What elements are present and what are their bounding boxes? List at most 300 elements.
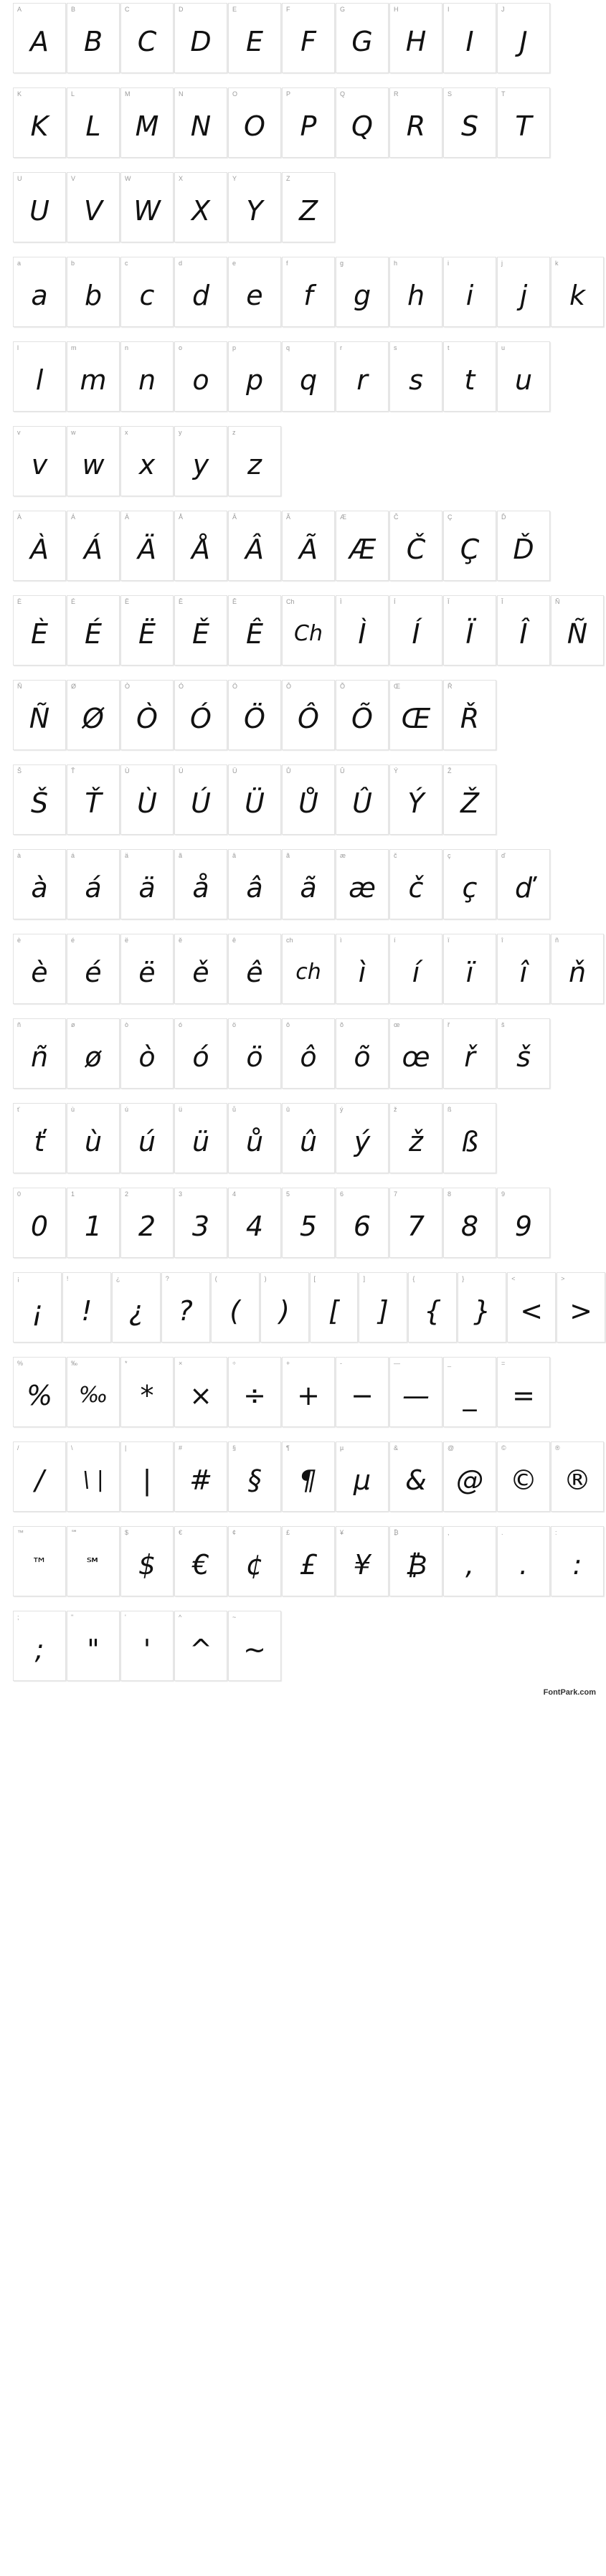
glyph-cell[interactable]	[443, 511, 496, 581]
glyph-cell[interactable]	[282, 680, 335, 750]
glyph-cell[interactable]	[336, 934, 389, 1004]
glyph-preview: ó	[192, 1041, 209, 1073]
glyph-cell[interactable]	[67, 1441, 120, 1512]
glyph-preview: Û	[352, 787, 372, 819]
glyph-row	[0, 849, 606, 919]
glyph-cell-label: N	[179, 90, 184, 98]
glyph-cell-label: ¢	[232, 1529, 237, 1536]
glyph-preview: −	[351, 1380, 374, 1411]
glyph-cell-label: è	[17, 937, 22, 944]
glyph-cell[interactable]	[557, 1272, 605, 1343]
glyph-cell-label: ℠	[71, 1529, 78, 1536]
glyph-cell-label: ã	[286, 852, 290, 859]
glyph-cell[interactable]	[120, 172, 174, 242]
glyph-cell[interactable]	[228, 257, 281, 327]
glyph-cell[interactable]	[112, 1272, 161, 1343]
glyph-cell[interactable]	[443, 1018, 496, 1089]
glyph-cell-label: ü	[179, 1106, 183, 1113]
glyph-preview: ú	[138, 1126, 156, 1157]
glyph-cell-label: ô	[286, 1021, 290, 1028]
glyph-cell-label: q	[286, 344, 290, 351]
glyph-cell[interactable]	[174, 87, 227, 158]
glyph-cell-label: <	[511, 1275, 516, 1282]
glyph-cell[interactable]	[228, 1103, 281, 1173]
glyph-cell[interactable]	[120, 341, 174, 412]
glyph-cell[interactable]	[336, 1441, 389, 1512]
glyph-cell[interactable]	[389, 680, 442, 750]
glyph-cell[interactable]	[282, 1357, 335, 1427]
glyph-cell[interactable]	[336, 680, 389, 750]
glyph-cell[interactable]	[336, 595, 389, 666]
glyph-preview: Â	[245, 534, 264, 565]
glyph-cell[interactable]	[458, 1272, 506, 1343]
glyph-cell-label: ý	[340, 1106, 344, 1113]
glyph-cell[interactable]	[389, 1188, 442, 1258]
glyph-cell[interactable]	[67, 764, 120, 835]
glyph-cell[interactable]	[174, 341, 227, 412]
glyph-cell[interactable]	[174, 172, 227, 242]
glyph-cell[interactable]	[120, 1611, 174, 1681]
glyph-cell[interactable]	[497, 1526, 550, 1596]
glyph-cell-label: _	[448, 1360, 452, 1367]
glyph-cell[interactable]	[336, 341, 389, 412]
glyph-cell[interactable]	[174, 1357, 227, 1427]
glyph-preview: Ï	[465, 618, 474, 650]
glyph-cell[interactable]	[228, 1441, 281, 1512]
glyph-cell-label: Ô	[286, 683, 292, 690]
glyph-cell[interactable]	[174, 680, 227, 750]
glyph-cell[interactable]	[120, 1357, 174, 1427]
glyph-preview: Ã	[299, 534, 318, 565]
glyph-cell[interactable]	[310, 1272, 359, 1343]
glyph-cell[interactable]	[497, 87, 550, 158]
glyph-preview: ù	[84, 1126, 103, 1157]
glyph-cell[interactable]	[174, 1526, 227, 1596]
glyph-cell[interactable]	[228, 511, 281, 581]
glyph-cell[interactable]	[389, 257, 442, 327]
glyph-cell[interactable]	[282, 257, 335, 327]
glyph-cell[interactable]	[336, 1188, 389, 1258]
glyph-preview: C	[137, 26, 157, 57]
glyph-cell-label: $	[125, 1529, 129, 1536]
glyph-cell[interactable]	[67, 511, 120, 581]
glyph-cell[interactable]	[174, 1611, 227, 1681]
glyph-cell[interactable]	[551, 1526, 604, 1596]
glyph-cell[interactable]	[120, 934, 174, 1004]
glyph-cell[interactable]	[67, 934, 120, 1004]
glyph-cell[interactable]	[67, 849, 120, 919]
glyph-cell[interactable]	[282, 849, 335, 919]
glyph-cell[interactable]	[408, 1272, 457, 1343]
glyph-cell[interactable]	[282, 1018, 335, 1089]
glyph-cell-label: k	[555, 260, 559, 267]
glyph-cell[interactable]	[13, 1188, 66, 1258]
glyph-cell[interactable]	[497, 1441, 550, 1512]
glyph-cell-label: Q	[340, 90, 346, 98]
glyph-cell[interactable]	[67, 1611, 120, 1681]
glyph-cell[interactable]	[443, 1526, 496, 1596]
glyph-cell[interactable]	[389, 1018, 442, 1089]
glyph-cell[interactable]	[62, 1272, 111, 1343]
glyph-preview: Ê	[245, 618, 263, 650]
glyph-cell[interactable]	[389, 511, 442, 581]
glyph-cell[interactable]	[13, 3, 66, 73]
glyph-cell-label: ß	[448, 1106, 452, 1113]
glyph-cell[interactable]	[389, 595, 442, 666]
glyph-cell[interactable]	[120, 511, 174, 581]
glyph-preview: \ |	[82, 1467, 104, 1492]
glyph-cell[interactable]	[282, 87, 335, 158]
glyph-cell-label: T	[501, 90, 506, 98]
glyph-preview: B	[83, 26, 103, 57]
glyph-cell[interactable]	[13, 1103, 66, 1173]
glyph-cell[interactable]	[497, 849, 550, 919]
glyph-cell[interactable]	[174, 595, 227, 666]
glyph-cell[interactable]	[228, 1357, 281, 1427]
glyph-preview: ě	[192, 957, 209, 988]
glyph-preview: a	[31, 280, 48, 311]
glyph-cell[interactable]	[443, 680, 496, 750]
glyph-cell[interactable]	[13, 172, 66, 242]
glyph-preview: O	[244, 110, 265, 142]
glyph-cell[interactable]	[443, 1357, 496, 1427]
glyph-cell[interactable]	[67, 426, 120, 496]
glyph-preview: Ú	[191, 787, 211, 819]
glyph-cell-label: ‰	[71, 1360, 77, 1367]
glyph-preview: Ď	[513, 534, 534, 565]
glyph-cell[interactable]	[336, 1526, 389, 1596]
glyph-cell[interactable]	[551, 934, 604, 1004]
glyph-cell[interactable]	[389, 934, 442, 1004]
glyph-cell-label: x	[125, 429, 128, 436]
glyph-cell[interactable]	[174, 426, 227, 496]
glyph-cell[interactable]	[336, 3, 389, 73]
glyph-cell[interactable]	[13, 595, 66, 666]
glyph-preview: 2	[138, 1211, 156, 1242]
glyph-preview: Z	[298, 195, 318, 227]
glyph-cell[interactable]	[120, 595, 174, 666]
glyph-cell[interactable]	[336, 1103, 389, 1173]
glyph-cell[interactable]	[443, 257, 496, 327]
glyph-cell-label: È	[17, 598, 22, 605]
glyph-cell[interactable]	[443, 849, 496, 919]
glyph-cell[interactable]	[389, 849, 442, 919]
glyph-preview: ch	[295, 960, 321, 985]
glyph-cell-label: 3	[179, 1190, 183, 1198]
glyph-cell-label: Ë	[125, 598, 130, 605]
glyph-cell[interactable]	[443, 341, 496, 412]
glyph-cell[interactable]	[282, 511, 335, 581]
glyph-cell[interactable]	[13, 257, 66, 327]
glyph-cell[interactable]	[228, 341, 281, 412]
glyph-cell[interactable]	[13, 1441, 66, 1512]
glyph-cell[interactable]	[443, 595, 496, 666]
glyph-cell[interactable]	[389, 341, 442, 412]
glyph-cell[interactable]	[282, 1188, 335, 1258]
glyph-cell[interactable]	[228, 172, 281, 242]
glyph-cell[interactable]	[120, 849, 174, 919]
glyph-cell[interactable]	[389, 1441, 442, 1512]
glyph-cell-label: =	[501, 1360, 506, 1367]
glyph-cell-label: Ò	[125, 683, 131, 690]
glyph-cell[interactable]	[359, 1272, 407, 1343]
glyph-preview: e	[246, 280, 263, 311]
glyph-preview: _	[463, 1380, 477, 1411]
glyph-cell[interactable]	[282, 764, 335, 835]
glyph-cell[interactable]	[282, 341, 335, 412]
glyph-cell[interactable]	[120, 680, 174, 750]
glyph-preview: ï	[465, 957, 474, 988]
glyph-cell[interactable]	[120, 1188, 174, 1258]
glyph-cell[interactable]	[13, 934, 66, 1004]
glyph-cell[interactable]	[336, 1018, 389, 1089]
glyph-cell[interactable]	[443, 764, 496, 835]
glyph-cell[interactable]	[13, 87, 66, 158]
glyph-preview: @	[456, 1464, 483, 1496]
glyph-cell[interactable]	[228, 595, 281, 666]
glyph-preview: â	[246, 872, 263, 904]
glyph-cell[interactable]	[443, 1103, 496, 1173]
glyph-cell-label: ñ	[555, 937, 559, 944]
glyph-cell[interactable]	[389, 87, 442, 158]
glyph-cell-label: ×	[179, 1360, 183, 1367]
glyph-preview: Q	[351, 110, 373, 142]
glyph-cell[interactable]	[551, 257, 604, 327]
glyph-cell[interactable]	[67, 680, 120, 750]
glyph-cell[interactable]	[174, 1188, 227, 1258]
glyph-cell[interactable]	[67, 1018, 120, 1089]
glyph-cell[interactable]	[497, 934, 550, 1004]
glyph-row	[0, 87, 606, 158]
glyph-preview: ×	[189, 1380, 212, 1411]
glyph-cell-label: b	[71, 260, 75, 267]
glyph-cell[interactable]	[282, 1103, 335, 1173]
glyph-preview: ‰	[78, 1383, 108, 1408]
glyph-cell[interactable]	[443, 1441, 496, 1512]
glyph-preview: f	[303, 280, 313, 311]
glyph-cell[interactable]	[174, 764, 227, 835]
glyph-cell-label: \	[71, 1444, 73, 1452]
glyph-cell[interactable]	[282, 1526, 335, 1596]
glyph-cell[interactable]	[228, 3, 281, 73]
glyph-cell[interactable]	[497, 1188, 550, 1258]
glyph-cell[interactable]	[174, 3, 227, 73]
glyph-cell[interactable]	[282, 3, 335, 73]
glyph-cell[interactable]	[211, 1272, 260, 1343]
glyph-cell[interactable]	[443, 1188, 496, 1258]
glyph-cell-label: á	[71, 852, 75, 859]
glyph-cell[interactable]	[443, 3, 496, 73]
glyph-cell[interactable]	[389, 3, 442, 73]
glyph-cell-label: W	[125, 175, 131, 182]
glyph-preview: t	[464, 364, 475, 396]
glyph-cell-label: §	[232, 1444, 237, 1452]
glyph-cell[interactable]	[174, 934, 227, 1004]
glyph-preview: L	[85, 110, 101, 142]
glyph-cell[interactable]	[228, 934, 281, 1004]
glyph-preview: Y	[246, 195, 263, 227]
glyph-cell[interactable]	[174, 1018, 227, 1089]
glyph-cell-label: Õ	[340, 683, 346, 690]
glyph-cell[interactable]	[13, 341, 66, 412]
glyph-cell[interactable]	[497, 511, 550, 581]
glyph-cell[interactable]	[13, 680, 66, 750]
glyph-cell[interactable]	[174, 849, 227, 919]
glyph-cell[interactable]	[228, 680, 281, 750]
glyph-preview: ì	[358, 957, 366, 988]
glyph-cell[interactable]	[389, 1357, 442, 1427]
glyph-cell[interactable]	[13, 764, 66, 835]
glyph-cell[interactable]	[120, 1441, 174, 1512]
glyph-preview: è	[31, 957, 48, 988]
glyph-cell[interactable]	[336, 849, 389, 919]
glyph-cell[interactable]	[67, 1188, 120, 1258]
glyph-cell[interactable]	[551, 1441, 604, 1512]
glyph-cell-label: '	[125, 1614, 126, 1621]
glyph-cell[interactable]	[507, 1272, 556, 1343]
glyph-cell[interactable]	[497, 595, 550, 666]
glyph-cell[interactable]	[120, 1526, 174, 1596]
glyph-cell[interactable]	[228, 1018, 281, 1089]
glyph-cell-label: M	[125, 90, 131, 98]
glyph-cell[interactable]	[67, 595, 120, 666]
glyph-cell-label: Û	[340, 767, 345, 775]
glyph-cell[interactable]	[174, 1441, 227, 1512]
glyph-cell-label: (	[214, 1275, 217, 1282]
glyph-cell[interactable]	[67, 257, 120, 327]
glyph-cell-label: â	[232, 852, 237, 859]
glyph-cell[interactable]	[336, 511, 389, 581]
glyph-cell[interactable]	[13, 511, 66, 581]
glyph-cell[interactable]	[228, 1188, 281, 1258]
glyph-cell[interactable]	[282, 172, 335, 242]
glyph-cell-label: č	[394, 852, 397, 859]
glyph-cell[interactable]	[228, 426, 281, 496]
glyph-cell[interactable]	[497, 3, 550, 73]
glyph-cell-label: ç	[448, 852, 451, 859]
glyph-cell[interactable]	[174, 1103, 227, 1173]
glyph-cell-label: d	[179, 260, 183, 267]
glyph-cell[interactable]	[67, 1357, 120, 1427]
glyph-cell[interactable]	[228, 764, 281, 835]
glyph-cell[interactable]	[120, 87, 174, 158]
glyph-cell-label: l	[17, 344, 19, 351]
glyph-cell[interactable]	[120, 1103, 174, 1173]
glyph-preview: Ý	[407, 787, 425, 819]
glyph-cell[interactable]	[13, 1526, 66, 1596]
glyph-cell-label: ì	[340, 937, 342, 944]
glyph-preview: Č	[406, 534, 426, 565]
glyph-cell-label: y	[179, 429, 182, 436]
glyph-cell[interactable]	[551, 595, 604, 666]
glyph-cell[interactable]	[497, 1357, 550, 1427]
glyph-preview: ℠	[85, 1555, 102, 1573]
glyph-preview: ß	[461, 1126, 478, 1157]
glyph-cell-label: Î	[501, 598, 503, 605]
glyph-cell-label: Y	[232, 175, 237, 182]
glyph-cell-label: Ì	[340, 598, 342, 605]
glyph-cell-label: ť	[17, 1106, 20, 1113]
glyph-cell[interactable]	[228, 87, 281, 158]
glyph-cell[interactable]	[67, 3, 120, 73]
glyph-cell[interactable]	[497, 341, 550, 412]
glyph-cell-label: Â	[232, 513, 237, 521]
glyph-preview: Ö	[244, 703, 265, 734]
glyph-cell-label: Ö	[232, 683, 238, 690]
glyph-cell-label: ;	[17, 1614, 19, 1621]
glyph-cell[interactable]	[67, 172, 120, 242]
glyph-cell-label: ¶	[286, 1444, 290, 1452]
glyph-cell[interactable]	[282, 934, 335, 1004]
glyph-cell[interactable]	[282, 1441, 335, 1512]
glyph-cell[interactable]	[389, 1103, 442, 1173]
glyph-cell[interactable]	[336, 764, 389, 835]
glyph-cell[interactable]	[13, 1611, 66, 1681]
glyph-cell[interactable]	[336, 1357, 389, 1427]
glyph-cell[interactable]	[13, 1357, 66, 1427]
glyph-cell[interactable]	[67, 87, 120, 158]
glyph-cell[interactable]	[282, 595, 335, 666]
glyph-cell[interactable]	[120, 426, 174, 496]
glyph-cell[interactable]	[120, 1018, 174, 1089]
glyph-cell[interactable]	[497, 257, 550, 327]
glyph-cell[interactable]	[67, 1103, 120, 1173]
glyph-preview: d	[191, 280, 210, 311]
glyph-cell-label: ®	[555, 1444, 560, 1452]
glyph-cell[interactable]	[443, 934, 496, 1004]
glyph-cell[interactable]	[161, 1272, 210, 1343]
glyph-cell[interactable]	[174, 511, 227, 581]
glyph-cell[interactable]	[497, 1018, 550, 1089]
glyph-cell[interactable]	[228, 1611, 281, 1681]
glyph-cell-label: @	[448, 1444, 455, 1452]
glyph-cell[interactable]	[120, 3, 174, 73]
glyph-cell[interactable]	[67, 341, 120, 412]
glyph-preview: ä	[138, 872, 156, 904]
glyph-cell[interactable]	[389, 1526, 442, 1596]
glyph-cell[interactable]	[13, 849, 66, 919]
glyph-preview: =	[512, 1380, 535, 1411]
glyph-cell[interactable]	[13, 426, 66, 496]
glyph-cell[interactable]	[228, 849, 281, 919]
glyph-cell-label: U	[17, 175, 22, 182]
glyph-preview: 3	[191, 1211, 210, 1242]
glyph-cell[interactable]	[443, 87, 496, 158]
glyph-row	[0, 1441, 606, 1512]
glyph-preview: 1	[84, 1211, 103, 1242]
glyph-preview: u	[514, 364, 533, 396]
glyph-cell[interactable]	[228, 1526, 281, 1596]
glyph-cell[interactable]	[260, 1272, 309, 1343]
glyph-preview: ň	[568, 957, 587, 988]
glyph-cell[interactable]	[13, 1272, 62, 1343]
glyph-cell[interactable]	[120, 764, 174, 835]
glyph-cell-label: m	[71, 344, 77, 351]
glyph-cell[interactable]	[389, 764, 442, 835]
glyph-cell[interactable]	[13, 1018, 66, 1089]
glyph-cell[interactable]	[67, 1526, 120, 1596]
glyph-cell-label: ã	[179, 852, 183, 859]
glyph-cell[interactable]	[336, 87, 389, 158]
glyph-cell-label: Ê	[232, 598, 237, 605]
glyph-cell-label: P	[286, 90, 291, 98]
glyph-cell-label: ~	[232, 1614, 237, 1621]
glyph-preview: y	[192, 449, 209, 480]
glyph-cell[interactable]	[174, 257, 227, 327]
glyph-cell[interactable]	[120, 257, 174, 327]
glyph-preview: b	[84, 280, 103, 311]
glyph-cell[interactable]	[336, 257, 389, 327]
